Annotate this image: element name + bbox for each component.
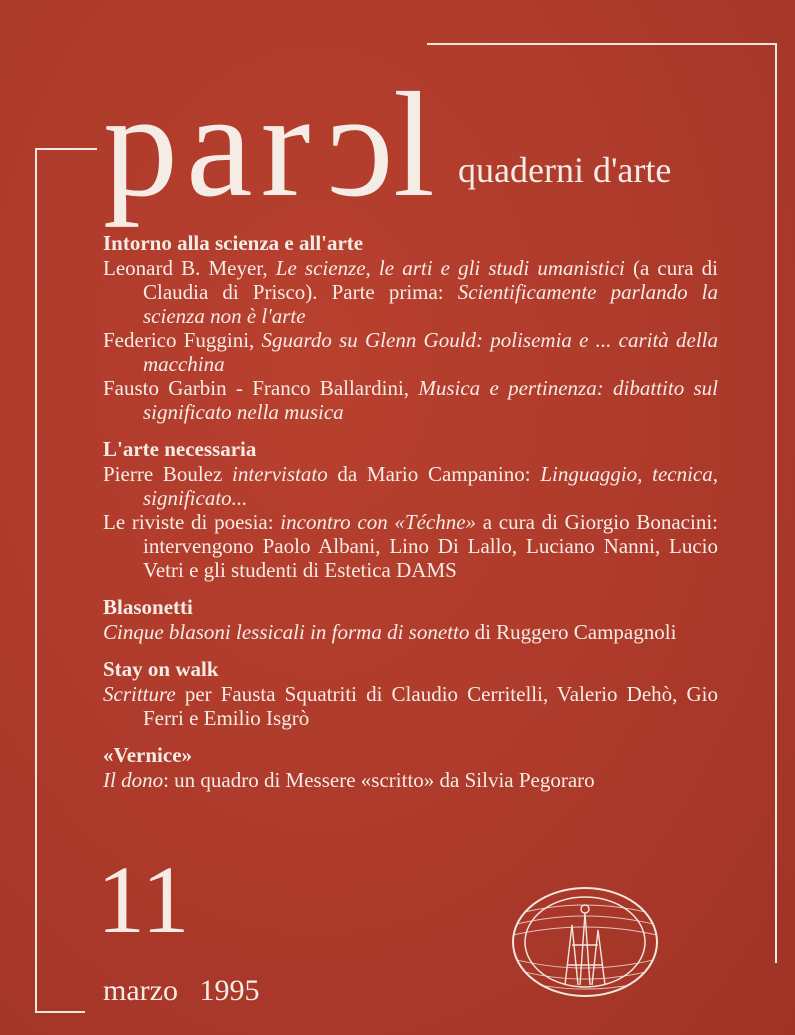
- entry-text: : un quadro di Messere «scritto» da Silvia Pegoraro: [163, 768, 595, 792]
- journal-subtitle: quaderni d'arte: [458, 150, 672, 190]
- toc-section: [103, 656, 718, 730]
- journal-title: parcl: [103, 62, 443, 228]
- entry-title-text: Musica e pertinenza: dibattito sul significato nella musica: [143, 376, 718, 424]
- entry-text: per Fausta Squatriti di Claudio Cerritelli, Valerio Dehò, Gio Ferri e Emilio Isgrò: [143, 682, 718, 730]
- issue-number: 11: [97, 846, 190, 953]
- entry-text: Federico Fuggini,: [103, 328, 262, 352]
- frame-bottom-left: [35, 1011, 85, 1013]
- entry-text: Pierre Boulez: [103, 462, 233, 486]
- toc-section: [103, 436, 718, 582]
- entry-title-text: Le scienze, le arti e gli studi umanistici: [275, 256, 625, 280]
- toc-section: [103, 594, 718, 644]
- frame-right: [775, 43, 777, 963]
- publisher-emblem-icon: [510, 885, 660, 1000]
- frame-left: [35, 148, 37, 1012]
- entry-title-text: Il dono: [103, 768, 164, 792]
- entry-text: Fausto Garbin - Franco Ballardini,: [103, 376, 419, 400]
- section-heading: L'arte necessaria: [103, 437, 257, 461]
- section-heading: Blasonetti: [103, 595, 193, 619]
- section-heading: Stay on walk: [103, 657, 219, 681]
- entry-text: a cura di Giorgio Bonacini: intervengono Paolo Albani, Lino Di Lallo, Luciano Nanni, Lucio Vetri e gli studenti di Estetica DAMS: [143, 510, 718, 582]
- entry-title-text: incontro con «Téchne»: [280, 510, 477, 534]
- toc-entry: [103, 682, 718, 730]
- entry-title-text: Linguaggio, tecnica, significato...: [143, 462, 718, 510]
- entry-title-text: Scientificamente parlando la scienza non è l'arte: [143, 280, 718, 328]
- toc-entry: [103, 620, 718, 644]
- entry-text: Leonard B. Meyer,: [103, 256, 276, 280]
- entry-text: di Ruggero Campagnoli: [469, 620, 677, 644]
- entry-title-text: Scritture: [103, 682, 176, 706]
- section-heading: «Vernice»: [103, 743, 193, 767]
- toc-section: [103, 230, 718, 424]
- toc-entry: [103, 510, 718, 582]
- entry-text: (a cura di Claudia di Prisco). Parte prima:: [143, 256, 718, 304]
- toc-entry: [103, 256, 718, 328]
- table-of-contents: [103, 230, 718, 804]
- entry-text: da Mario Campanino:: [327, 462, 541, 486]
- toc-entry: [103, 462, 718, 510]
- entry-title-text: Cinque blasoni lessicali in forma di sonetto: [103, 620, 470, 644]
- entry-text: Le riviste di poesia:: [103, 510, 281, 534]
- frame-top-left: [35, 148, 97, 150]
- toc-section: [103, 742, 718, 792]
- toc-entry: [103, 768, 718, 792]
- entry-title-text: Sguardo su Glenn Gould: polisemia e ... carità della macchina: [143, 328, 718, 376]
- section-heading: Intorno alla scienza e all'arte: [103, 231, 364, 255]
- toc-entry: [103, 376, 718, 424]
- issue-date: marzo 1995: [103, 974, 260, 1007]
- entry-title-text: intervistato: [232, 462, 328, 486]
- frame-top-right: [427, 43, 777, 45]
- toc-entry: [103, 328, 718, 376]
